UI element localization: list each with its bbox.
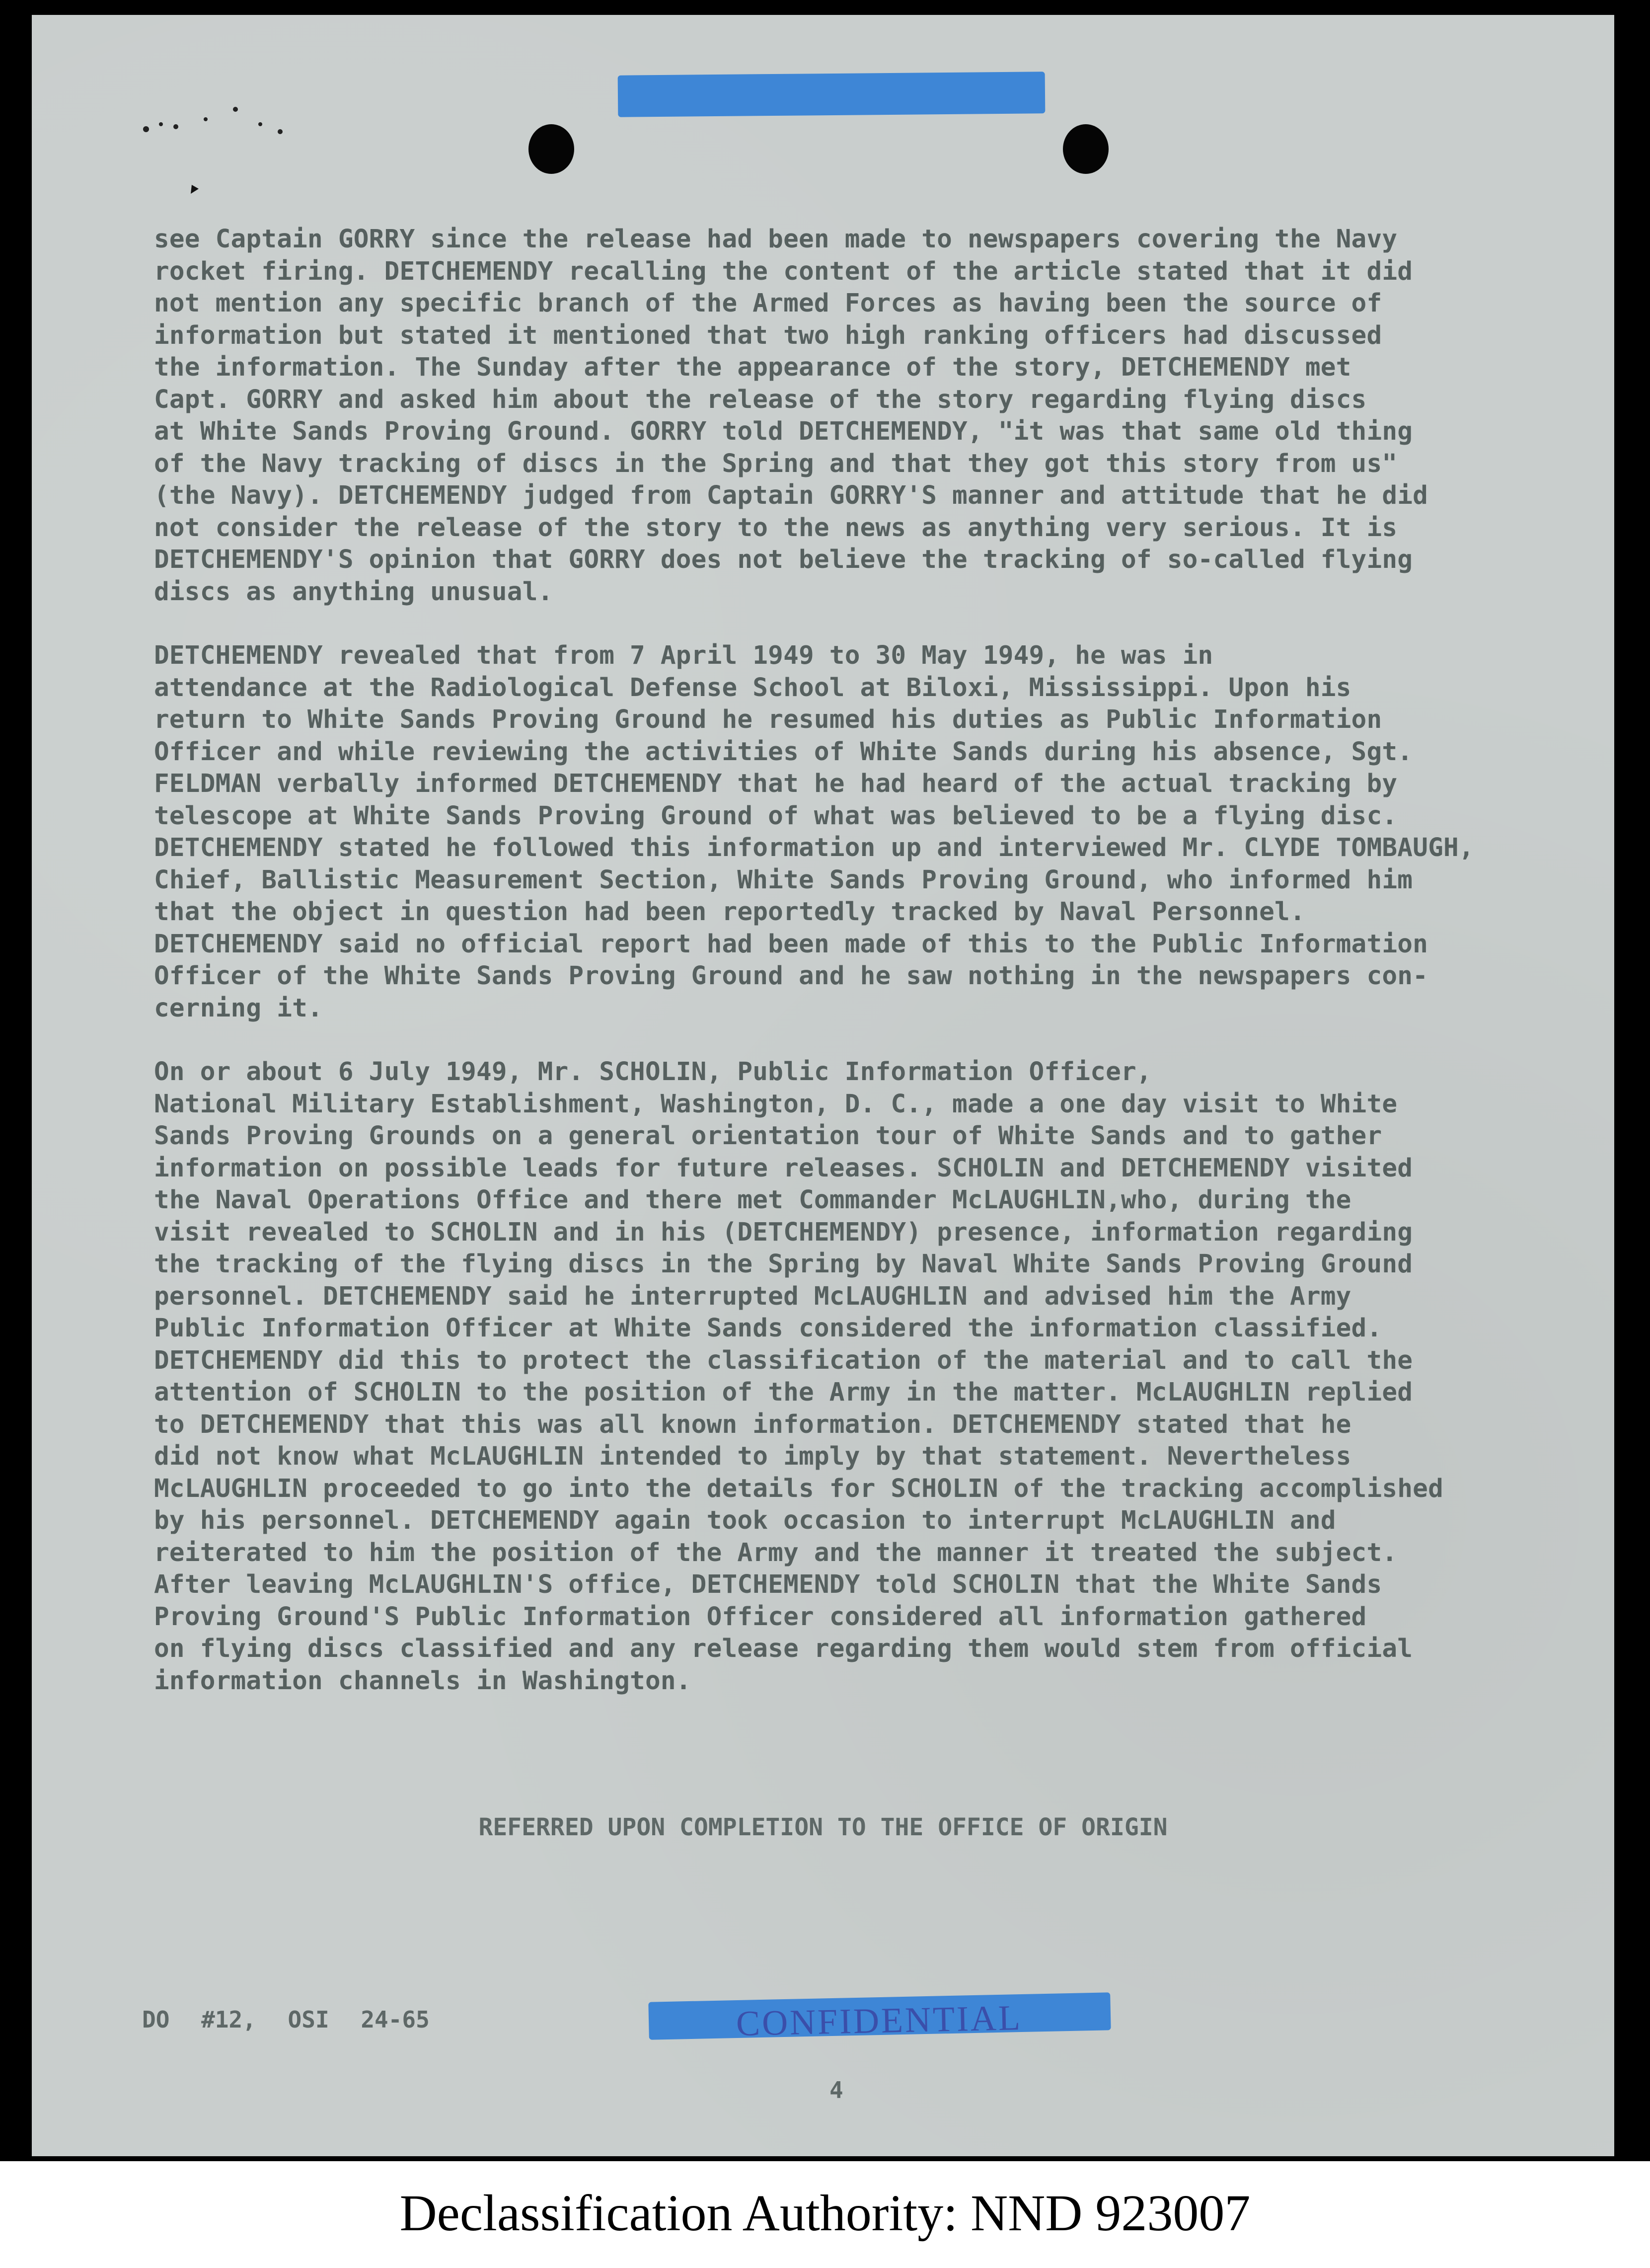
punch-hole-left xyxy=(528,124,574,174)
footer-file-number: 24-65 xyxy=(361,2006,430,2033)
paragraph-detchemendy-gorry: see Captain GORRY since the release had been made to newspapers covering the Navy rocket firing. DETCHEMENDY recalling the content of the article stated that it did not mention any specific branch of the Armed Forces as having been the source of information but stated it mentioned that two high ranking officers had discussed the information. The Sunday after the appearance of the story, DETCHEMENDY met Capt. GORRY and asked him about the release of the story regarding flying discs at White Sands Proving Ground. GORRY told DETCHEMENDY, "it was that same old thing of the Navy tracking of discs in the Spring and that they got this story from us" (the Navy). DETCHEMENDY judged from Captain GORRY'S manner and attitude that he did not consider the release of the story to the news as anything very serious. It is DETCHEMENDY'S opinion that GORRY does not believe the tracking of so-called flying discs as anything unusual. xyxy=(154,225,1428,607)
confidential-stamp: CONFIDENTIAL xyxy=(736,1997,1023,2044)
page-number: 4 xyxy=(829,2077,843,2104)
footer-office: DO #12, OSI xyxy=(142,2006,329,2033)
paragraph-feldman-tombaugh: DETCHEMENDY revealed that from 7 April 1949 to 30 May 1949, he was in attendance at the Radiological Defense School at Biloxi, Mississippi. Upon his return to White Sands Proving Ground he resumed his duties as Public Information Officer and while reviewing the activities of White Sands during his absence, Sgt. FELDMAN verbally informed DETCHEMENDY that he had heard of the actual tracking by telescope at White Sands Proving Ground of what was believed to be a flying disc. DETCHEMENDY stated he followed this information up and interviewed Mr. CLYDE TOMBAUGH, Chief, Ballistic Measurement Section, White Sands Proving Ground, who informed him that the object in question had been reportedly tracked by Naval Personnel. DETCHEMENDY said no official report had been made of this to the Public Information Officer of the White Sands Proving Ground and he saw nothing in the newspapers con- cerning it. xyxy=(154,641,1474,1023)
declassification-caption: Declassification Authority: NND 923007 xyxy=(399,2185,1251,2242)
tape-strip-top xyxy=(618,72,1046,117)
paragraph-scholin-mclaughlin: On or about 6 July 1949, Mr. SCHOLIN, Public Information Officer, National Military Establishment, Washington, D. C., made a one day visit to White Sands Proving Grounds on a general orientation tour of White Sands and to gather information on possible leads for future releases. SCHOLIN and DETCHEMENDY visited the Naval Operations Office and there met Commander McLAUGHLIN,who, during the visit revealed to SCHOLIN and in his (DETCHEMENDY) presence, information regarding the tracking of the flying discs in the Spring by Naval White Sands Proving Ground personnel. DETCHEMENDY said he interrupted McLAUGHLIN and advised him the Army Public Information Officer at White Sands considered the information classified. DETCHEMENDY did this to protect the classification of the material and to call the attention of SCHOLIN to the position of the Army in the matter. McLAUGHLIN replied to DETCHEMENDY that this was all known information. DETCHEMENDY stated that he did not know what McLAUGHLIN intended to imply by that statement. Nevertheless McLAUGHLIN proceeded to go into the details for SCHOLIN of the tracking accomplished by his personnel. DETCHEMENDY again took occasion to interrupt McLAUGHLIN and reiterated to him the position of the Army and the manner it treated the subject. After leaving McLAUGHLIN'S office, DETCHEMENDY told SCHOLIN that the White Sands Proving Ground'S Public Information Officer considered all information gathered on flying discs classified and any release regarding them would stem from official information channels in Washington. xyxy=(154,1057,1443,1696)
referred-note: REFERRED UPON COMPLETION TO THE OFFICE OF ORIGIN xyxy=(478,1813,1168,1841)
punch-hole-right xyxy=(1063,124,1109,174)
footer-reference xyxy=(142,2006,430,2033)
scan-specks xyxy=(131,70,360,199)
memo-body xyxy=(154,224,1604,1697)
document-page xyxy=(32,15,1614,2156)
